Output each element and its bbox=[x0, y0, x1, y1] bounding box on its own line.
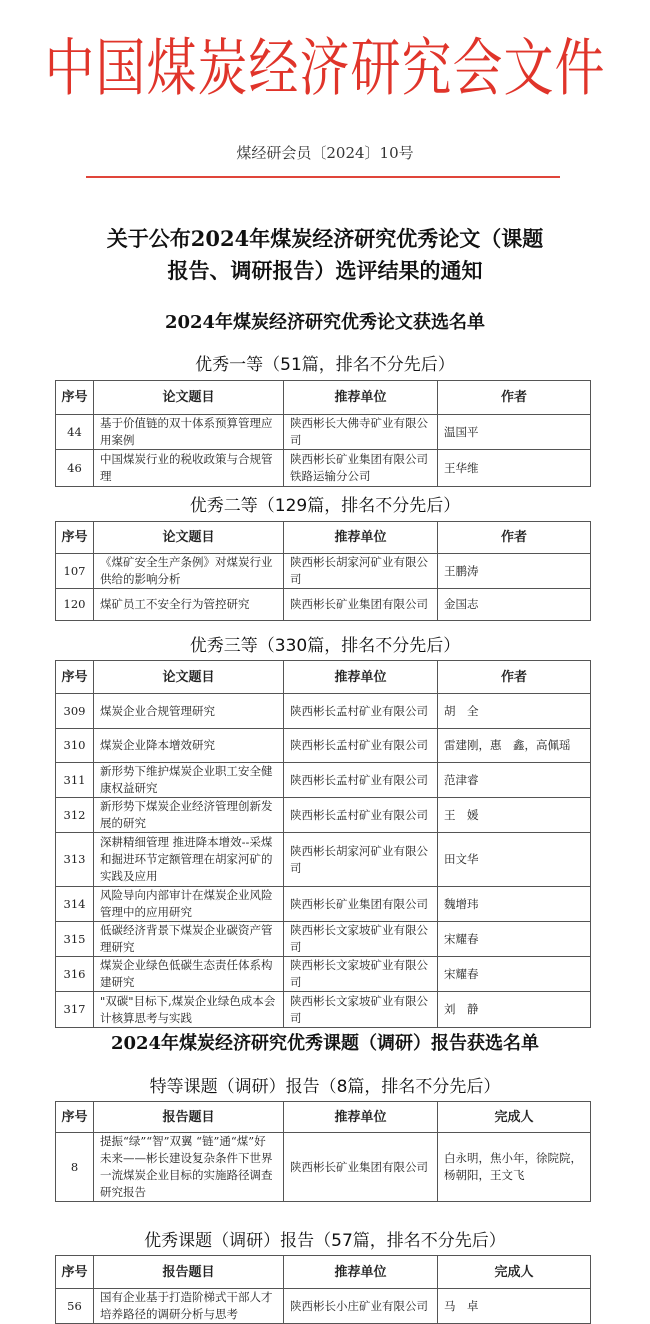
cell-author: 温国平 bbox=[438, 415, 591, 450]
table-header-row bbox=[56, 1102, 591, 1133]
header-seq: 序号 bbox=[56, 381, 94, 415]
papers-heading: 2024年煤炭经济研究优秀论文获选名单 bbox=[164, 312, 486, 333]
header-author: 作者 bbox=[438, 522, 591, 554]
table-caption: 优秀三等（330篇，排名不分先后） bbox=[189, 636, 461, 656]
cell-seq: 107 bbox=[56, 554, 94, 589]
cell-unit: 陕西彬长孟村矿业有限公司 bbox=[284, 798, 438, 833]
header-seq: 序号 bbox=[56, 1256, 94, 1289]
cell-seq: 310 bbox=[56, 729, 94, 763]
cell-seq: 316 bbox=[56, 957, 94, 992]
cell-title: 低碳经济背景下煤炭企业碳资产管理研究 bbox=[94, 922, 284, 957]
table-row bbox=[56, 415, 591, 450]
award-table bbox=[55, 1101, 591, 1202]
cell-seq: 317 bbox=[56, 992, 94, 1028]
header-unit: 推荐单位 bbox=[284, 1102, 438, 1133]
cell-unit: 陕西彬长文家坡矿业有限公司 bbox=[284, 922, 438, 957]
cell-unit: 陕西彬长矿业集团有限公司 bbox=[284, 1133, 438, 1202]
cell-seq: 309 bbox=[56, 694, 94, 729]
table-header-row bbox=[56, 522, 591, 554]
header-seq: 序号 bbox=[56, 661, 94, 694]
cell-author: 田文华 bbox=[438, 833, 591, 887]
cell-author: 马 卓 bbox=[438, 1289, 591, 1324]
cell-unit: 陕西彬长矿业集团有限公司 bbox=[284, 589, 438, 621]
header-author: 完成人 bbox=[438, 1102, 591, 1133]
cell-author: 白永明，焦小年，徐院院，杨朝阳，王文飞 bbox=[438, 1133, 591, 1202]
cell-author: 王华维 bbox=[438, 450, 591, 487]
table-row bbox=[56, 957, 591, 992]
cell-unit: 陕西彬长大佛寺矿业有限公司 bbox=[284, 415, 438, 450]
table-row bbox=[56, 992, 591, 1028]
header-seq: 序号 bbox=[56, 522, 94, 554]
table-caption: 优秀二等（129篇，排名不分先后） bbox=[189, 496, 461, 516]
cell-title: 新形势下煤炭企业经济管理创新发展的研究 bbox=[94, 798, 284, 833]
header-author: 作者 bbox=[438, 381, 591, 415]
table-row bbox=[56, 887, 591, 922]
cell-title: 煤炭企业合规管理研究 bbox=[94, 694, 284, 729]
award-table bbox=[55, 521, 591, 621]
cell-title: 新形势下维护煤炭企业职工安全健康权益研究 bbox=[94, 763, 284, 798]
cell-author: 王 媛 bbox=[438, 798, 591, 833]
cell-unit: 陕西彬长胡家河矿业有限公司 bbox=[284, 554, 438, 589]
header-author: 完成人 bbox=[438, 1256, 591, 1289]
cell-seq: 313 bbox=[56, 833, 94, 887]
reports-heading: 2024年煤炭经济研究优秀课题（调研）报告获选名单 bbox=[110, 1033, 540, 1054]
header-unit: 推荐单位 bbox=[284, 661, 438, 694]
cell-author: 魏增玮 bbox=[438, 887, 591, 922]
cell-unit: 陕西彬长文家坡矿业有限公司 bbox=[284, 957, 438, 992]
cell-title: 《煤矿安全生产条例》对煤炭行业供给的影响分析 bbox=[94, 554, 284, 589]
cell-author: 宋耀春 bbox=[438, 922, 591, 957]
table-header-row bbox=[56, 381, 591, 415]
cell-author: 范津睿 bbox=[438, 763, 591, 798]
table-row bbox=[56, 589, 591, 621]
cell-title: 提振“绿”“智”双翼 “链”通“煤”好未来——彬长建设复杂条件下世界一流煤炭企业目标的实施路径调查研究报告 bbox=[94, 1133, 284, 1202]
cell-seq: 312 bbox=[56, 798, 94, 833]
table-row bbox=[56, 554, 591, 589]
table-caption: 优秀一等（51篇，排名不分先后） bbox=[195, 355, 455, 375]
table-row bbox=[56, 1133, 591, 1202]
cell-unit: 陕西彬长孟村矿业有限公司 bbox=[284, 763, 438, 798]
notice-title-line1: 关于公布2024年煤炭经济研究优秀论文（课题 bbox=[106, 226, 544, 251]
document-letterhead-title: 中国煤炭经济研究会文件 bbox=[44, 31, 606, 105]
header-author: 作者 bbox=[438, 661, 591, 694]
cell-title: 基于价值链的双十体系预算管理应用案例 bbox=[94, 415, 284, 450]
header-unit: 推荐单位 bbox=[284, 381, 438, 415]
cell-title: 风险导向内部审计在煤炭企业风险管理中的应用研究 bbox=[94, 887, 284, 922]
cell-unit: 陕西彬长孟村矿业有限公司 bbox=[284, 729, 438, 763]
award-table bbox=[55, 380, 591, 487]
cell-author: 宋耀春 bbox=[438, 957, 591, 992]
cell-seq: 56 bbox=[56, 1289, 94, 1324]
header-title: 报告题目 bbox=[94, 1256, 284, 1289]
cell-unit: 陕西彬长小庄矿业有限公司 bbox=[284, 1289, 438, 1324]
cell-title: 煤炭企业降本增效研究 bbox=[94, 729, 284, 763]
table-caption: 优秀课题（调研）报告（57篇，排名不分先后） bbox=[144, 1231, 506, 1251]
table-row bbox=[56, 798, 591, 833]
header-unit: 推荐单位 bbox=[284, 1256, 438, 1289]
award-table bbox=[55, 660, 591, 1028]
cell-author: 金国志 bbox=[438, 589, 591, 621]
red-divider bbox=[86, 176, 560, 178]
award-table bbox=[55, 1255, 591, 1324]
cell-seq: 120 bbox=[56, 589, 94, 621]
cell-title: 煤矿员工不安全行为管控研究 bbox=[94, 589, 284, 621]
header-seq: 序号 bbox=[56, 1102, 94, 1133]
cell-author: 雷建刚，惠 鑫，高佩瑶 bbox=[438, 729, 591, 763]
cell-seq: 315 bbox=[56, 922, 94, 957]
cell-seq: 44 bbox=[56, 415, 94, 450]
document-number: 煤经研会员〔2024〕10号 bbox=[236, 144, 414, 162]
header-unit: 推荐单位 bbox=[284, 522, 438, 554]
table-row bbox=[56, 694, 591, 729]
cell-unit: 陕西彬长矿业集团有限公司铁路运输分公司 bbox=[284, 450, 438, 487]
table-row bbox=[56, 833, 591, 887]
cell-seq: 46 bbox=[56, 450, 94, 487]
table-header-row bbox=[56, 1256, 591, 1289]
cell-seq: 314 bbox=[56, 887, 94, 922]
cell-unit: 陕西彬长孟村矿业有限公司 bbox=[284, 694, 438, 729]
header-title: 论文题目 bbox=[94, 522, 284, 554]
header-title: 报告题目 bbox=[94, 1102, 284, 1133]
cell-unit: 陕西彬长文家坡矿业有限公司 bbox=[284, 992, 438, 1028]
header-title: 论文题目 bbox=[94, 661, 284, 694]
header-title: 论文题目 bbox=[94, 381, 284, 415]
cell-title: 深耕精细管理 推进降本增效--采煤和掘进环节定额管理在胡家河矿的实践及应用 bbox=[94, 833, 284, 887]
cell-seq: 8 bbox=[56, 1133, 94, 1202]
cell-author: 王鹏涛 bbox=[438, 554, 591, 589]
table-caption: 特等课题（调研）报告（8篇，排名不分先后） bbox=[149, 1077, 501, 1097]
cell-author: 胡 全 bbox=[438, 694, 591, 729]
cell-author: 刘 静 bbox=[438, 992, 591, 1028]
table-row bbox=[56, 450, 591, 487]
cell-title: 中国煤炭行业的税收政策与合规管理 bbox=[94, 450, 284, 487]
notice-title-line2: 报告、调研报告）选评结果的通知 bbox=[167, 258, 483, 283]
cell-title: "双碳"目标下,煤炭企业绿色成本会计核算思考与实践 bbox=[94, 992, 284, 1028]
table-row bbox=[56, 1289, 591, 1324]
cell-title: 煤炭企业绿色低碳生态责任体系构建研究 bbox=[94, 957, 284, 992]
cell-unit: 陕西彬长矿业集团有限公司 bbox=[284, 887, 438, 922]
cell-seq: 311 bbox=[56, 763, 94, 798]
cell-unit: 陕西彬长胡家河矿业有限公司 bbox=[284, 833, 438, 887]
table-header-row bbox=[56, 661, 591, 694]
cell-title: 国有企业基于打造阶梯式干部人才培养路径的调研分析与思考 bbox=[94, 1289, 284, 1324]
table-row bbox=[56, 922, 591, 957]
table-row bbox=[56, 729, 591, 763]
table-row bbox=[56, 763, 591, 798]
